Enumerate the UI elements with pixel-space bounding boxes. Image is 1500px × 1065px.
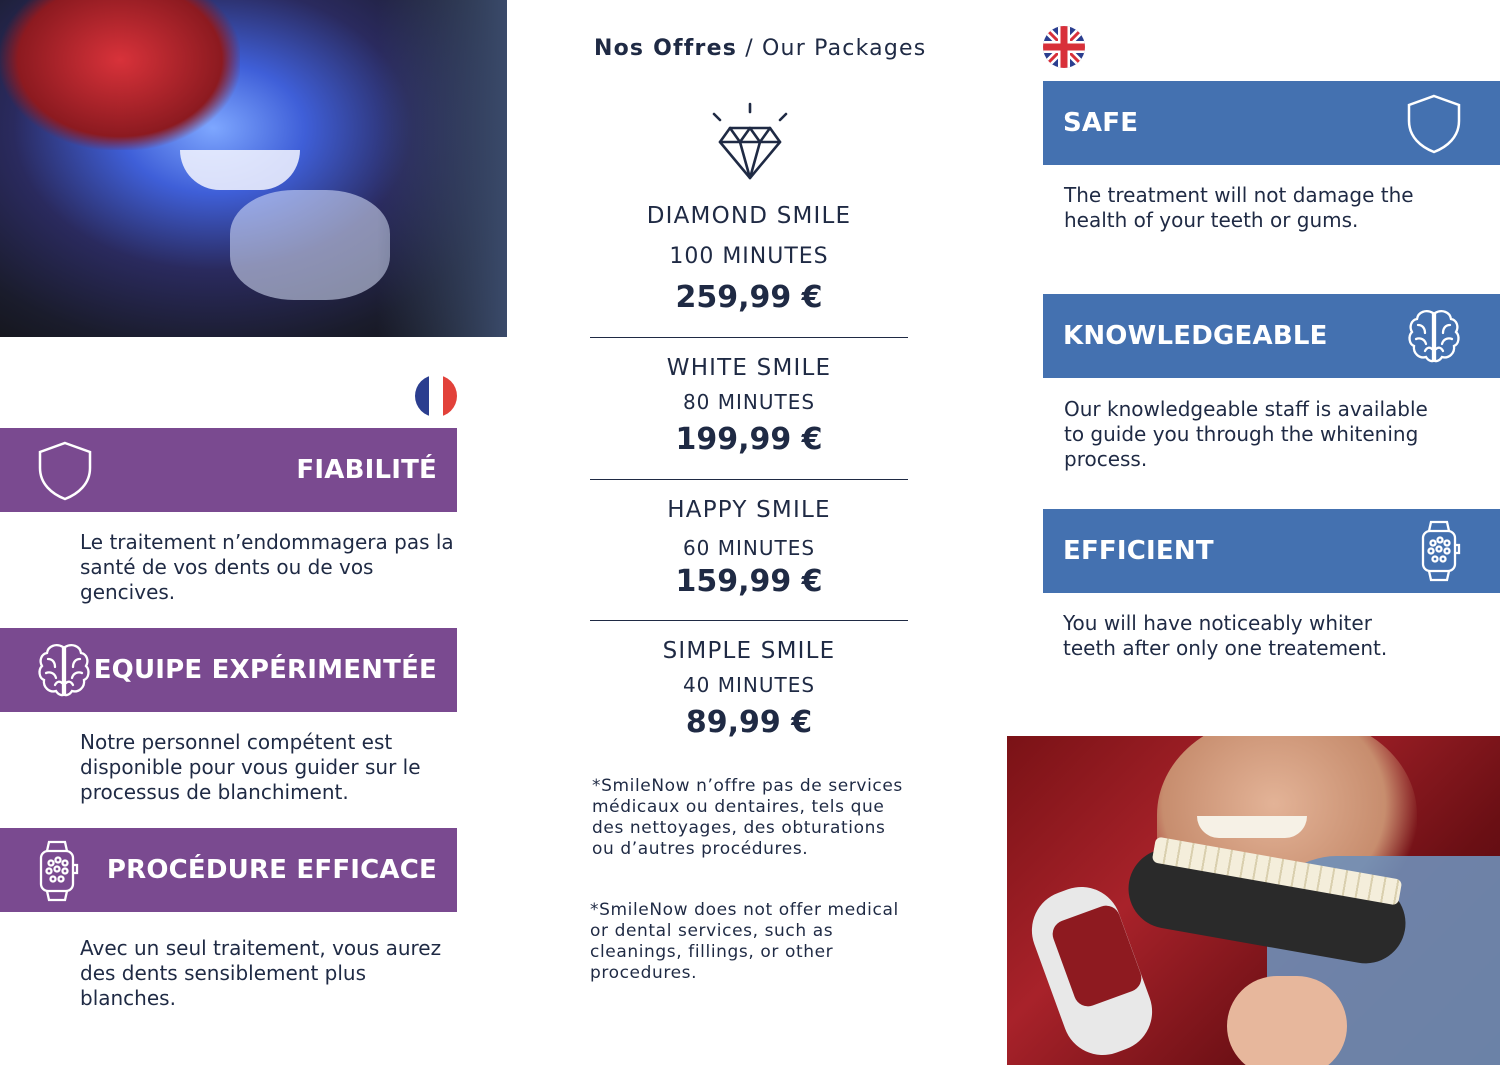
shield-icon xyxy=(1405,93,1463,155)
disclaimer-en: *SmileNow does not offer medical or dental services, such as cleanings, fillings, or other procedures. xyxy=(590,900,899,983)
equipe-text: Notre personnel compétent est disponible pour vous guider sur le processus de blanchiment. xyxy=(80,730,421,804)
shade-guide-photo-man xyxy=(1007,736,1500,1065)
shield-icon xyxy=(36,440,94,502)
france-flag-icon xyxy=(414,374,458,418)
smartwatch-icon xyxy=(1418,519,1462,583)
package-price: 199,99 € xyxy=(675,422,823,457)
divider xyxy=(590,337,908,338)
uk-flag-icon xyxy=(1042,25,1086,69)
package-name: SIMPLE SMILE xyxy=(662,638,836,664)
package-name: DIAMOND SMILE xyxy=(646,203,852,229)
package-price: 159,99 € xyxy=(675,564,823,599)
knowledgeable-text: Our knowledgeable staff is available to guide you through the whitening process. xyxy=(1064,397,1428,471)
brain-icon xyxy=(1406,307,1462,365)
package-name: WHITE SMILE xyxy=(666,355,832,381)
banner-title: SAFE xyxy=(1063,108,1139,138)
divider xyxy=(590,479,908,480)
package-duration: 100 MINUTES xyxy=(669,244,829,269)
banner-title: EQUIPE EXPÉRIMENTÉE xyxy=(93,655,437,685)
safe-banner xyxy=(1043,81,1500,165)
fiabilite-text: Le traitement n’endommagera pas la santé de vos dents ou de vos gencives. xyxy=(80,530,454,604)
safe-text: The treatment will not damage the health of your teeth or gums. xyxy=(1064,183,1414,232)
package-price: 89,99 € xyxy=(685,705,813,740)
heading-separator: / xyxy=(745,36,754,61)
disclaimer-fr: *SmileNow n’offre pas de services médicaux ou dentaires, tels que des nettoyages, des obturations ou d’autres procédures. xyxy=(592,776,903,859)
smartwatch-icon xyxy=(36,839,80,903)
package-price: 259,99 € xyxy=(675,280,823,315)
banner-title: FIABILITÉ xyxy=(296,455,437,485)
package-duration: 80 MINUTES xyxy=(682,390,816,414)
procedure-banner xyxy=(0,828,457,912)
efficient-text: You will have noticeably whiter teeth after only one treatement. xyxy=(1063,611,1388,660)
fiabilite-banner xyxy=(0,428,457,512)
heading-fr: Nos Offres xyxy=(594,36,737,61)
efficient-banner xyxy=(1043,509,1500,593)
equipe-banner xyxy=(0,628,457,712)
banner-title: EFFICIENT xyxy=(1063,536,1214,566)
knowledgeable-banner xyxy=(1043,294,1500,378)
teeth-whitening-photo-woman xyxy=(0,0,507,337)
banner-title: KNOWLEDGEABLE xyxy=(1063,321,1328,351)
procedure-text: Avec un seul traitement, vous aurez des dents sensiblement plus blanches. xyxy=(80,936,442,1010)
package-duration: 60 MINUTES xyxy=(682,536,816,560)
divider xyxy=(590,620,908,621)
banner-title: PROCÉDURE EFFICACE xyxy=(106,855,437,885)
brain-icon xyxy=(36,641,92,699)
package-duration: 40 MINUTES xyxy=(682,673,816,697)
diamond-icon xyxy=(708,100,792,184)
package-name: HAPPY SMILE xyxy=(667,497,831,523)
packages-heading xyxy=(594,36,926,61)
heading-en: Our Packages xyxy=(762,36,927,61)
